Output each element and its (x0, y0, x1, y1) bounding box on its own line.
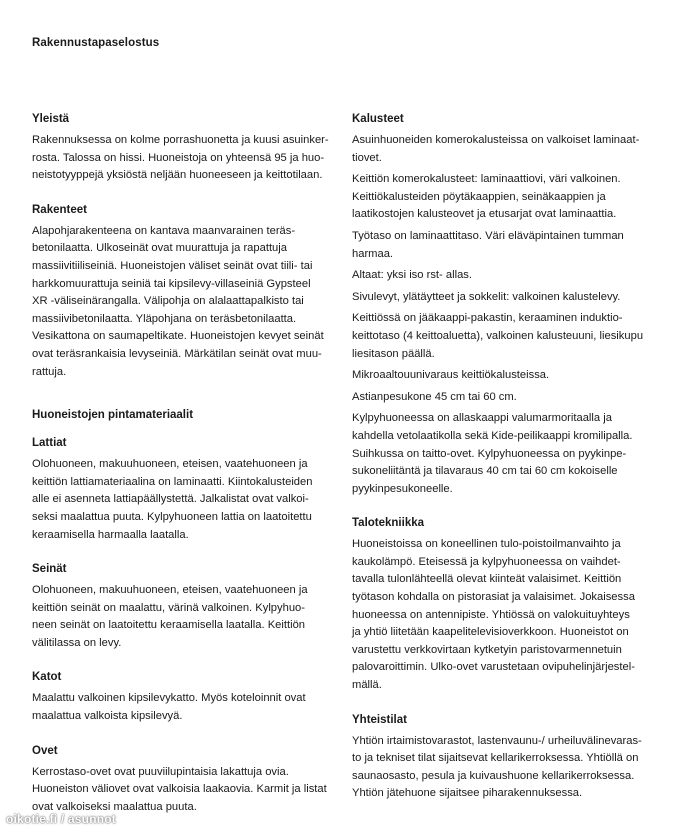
kalusteet-paragraph: Mikroaaltouunivaraus keittiökalusteissa. (352, 369, 550, 382)
section-text-yhteistilat: Yhtiön irtaimistovarastot, lastenvaunu-/ urheiluvälinevaras- to ja tekniset tilat sijaitsevat kellarikerroksessa. Yhtiöllä on saunaosasto, pesula ja kuivaushuone kellarikerroksessa. Yhtiön jätehuone sijaitsee piharakennuksessa. (352, 734, 642, 800)
kalusteet-paragraph: Altaat: yksi iso rst- allas. (352, 269, 472, 282)
kalusteet-paragraph: Sivulevyt, ylätäytteet ja sokkelit: valkoinen kalustelevy. (352, 290, 621, 303)
subsection-text-katot: Maalattu valkoinen kipsilevykatto. Myös koteloinnit ovat maalattua valkoista kipsilevyä. (32, 692, 306, 723)
kalusteet-paragraph: Astianpesukone 45 cm tai 60 cm. (352, 390, 517, 403)
subsection-text-seinat: Olohuoneen, makuuhuoneen, eteisen, vaatehuoneen ja keittiön seinät on maalattu, värinä valkoinen. Kylpyhuo- neen seinät on laatoitettu keraamisella laatalla. Keittiön välitilassa on levy. (32, 584, 308, 649)
left-column (32, 111, 344, 816)
subsection-title-lattiat: Lattiat (32, 437, 67, 450)
subsection-title-katot: Katot (32, 671, 62, 684)
subsection-text-lattiat: Olohuoneen, makuuhuoneen, eteisen, vaatehuoneen ja keittiön lattiamateriaalina on laminaatti. Kiintokalusteiden alle ei asenneta lattiapäällystettä. Jalkalistat ovat valkoi- seksi maalattua puuta. Kylpyhuoneen lattia on laatoitettu keraamisella harmaalla laatalla. (32, 458, 313, 541)
kalusteet-paragraph: Asuinhuoneiden komerokalusteissa on valkoiset laminaat- tiovet. (352, 134, 640, 164)
kalusteet-paragraph: Keittiön komerokalusteet: laminaattiovi, väri valkoinen. Keittiökalusteiden pöytäkaappien, seinäkaappien ja laatikostojen kalusteovet ja etusarjat ovat laminaattia. (352, 173, 621, 221)
section-title-kalusteet: Kalusteet (352, 113, 404, 125)
subsection-text-ovet: Kerrostaso-ovet ovat puuviilupintaisia lakattuja ovia. Huoneiston väliovet ovat valkoisia laakaovia. Karmit ja listat ovat valkoiseksi maalattua puuta. (32, 765, 327, 813)
watermark-text: oikotie.fi / asunnot (6, 812, 117, 826)
section-title-yhteistilat: Yhteistilat (352, 713, 407, 726)
section-text-yleista: Rakennuksessa on kolme porrashuonetta ja kuusi asuinker- rosta. Talossa on hissi. Huoneistoja on yhteensä 95 ja huo- neistotyyppejä yksiöstä neljään huoneeseen ja keittotilaan. (32, 134, 329, 182)
kalusteet-paragraph: Keittiössä on jääkaappi-pakastin, keraaminen induktio- keittotaso (4 keittoaluetta), valkoinen kalusteuuni, liesikupu liesitason päällä. (352, 312, 644, 360)
section-title-talotekniikka: Talotekniikka (352, 517, 425, 530)
right-column (352, 111, 668, 803)
subsection-title-seinat: Seinät (32, 563, 67, 576)
section-text-talotekniikka: Huoneistoissa on koneellinen tulo-poistoilmanvaihto ja kaukolämpö. Eteisessä ja kylpyhuoneessa on vaihdet- tavalla tulonlähteellä olevat kiinteät valaisimet. Keittiön työtason kohdalla on pistorasiat ja valaisimet. Jokaisessa huoneessa on antennipiste. Yhtiössä on valokuituyhteys ja yhtiö liitetään kaapelitelevisioverkkoon. Huoneistot on varustettu verkkovirtaan kytketyin paristovarmennetuin palovaroittimin. Ulko-ovet varustetaan ovipuhelinjärjestel- mällä. (352, 538, 635, 692)
subsection-title-ovet: Ovet (32, 744, 58, 757)
section-title-rakenteet: Rakenteet (32, 203, 87, 216)
section-title-pintamateriaalit: Huoneistojen pintamateriaalit (32, 409, 194, 422)
section-title-yleista: Yleistä (32, 113, 70, 125)
kalusteet-paragraph: Työtaso on laminaattitaso. Väri eläväpintainen tumman harmaa. (352, 229, 624, 260)
section-text-rakenteet: Alapohjarakenteena on kantava maanvarainen teräs- betonilaatta. Ulkoseinät ovat muurattuja ja rapattuja massiivitiiliseiniä. Huoneistojen väliset seinät ovat tiili- tai harkkomuurattuja seiniä tai kipsilevy-villaseiniä Gypsteel XR -väliseinärangalla. Välipohja on alalaattapalkisto tai massiivibetonilaatta. Yläpohjana on teräsbetonilaatta. Vesikattona on saumapeltikate. Huoneistojen kevyet seinät ovat teräsrankaisia levyseiniä. Märkätilan seinät ovat muu- rattuja. (32, 224, 324, 378)
document-title: Rakennustapaselostus (32, 37, 160, 49)
kalusteet-paragraph: Kylpyhuoneessa on allaskaappi valumarmoritaalla ja kahdella vetolaatikolla sekä Kide-peilikaappi kromilipalla. Suihkussa on taitto-ovet. Kylpyhuoneessa on pyykinpe- sukoneliitäntä ja tilavaraus 40 cm tai 60 cm kokoiselle pyykinpesukoneelle. (352, 412, 633, 495)
